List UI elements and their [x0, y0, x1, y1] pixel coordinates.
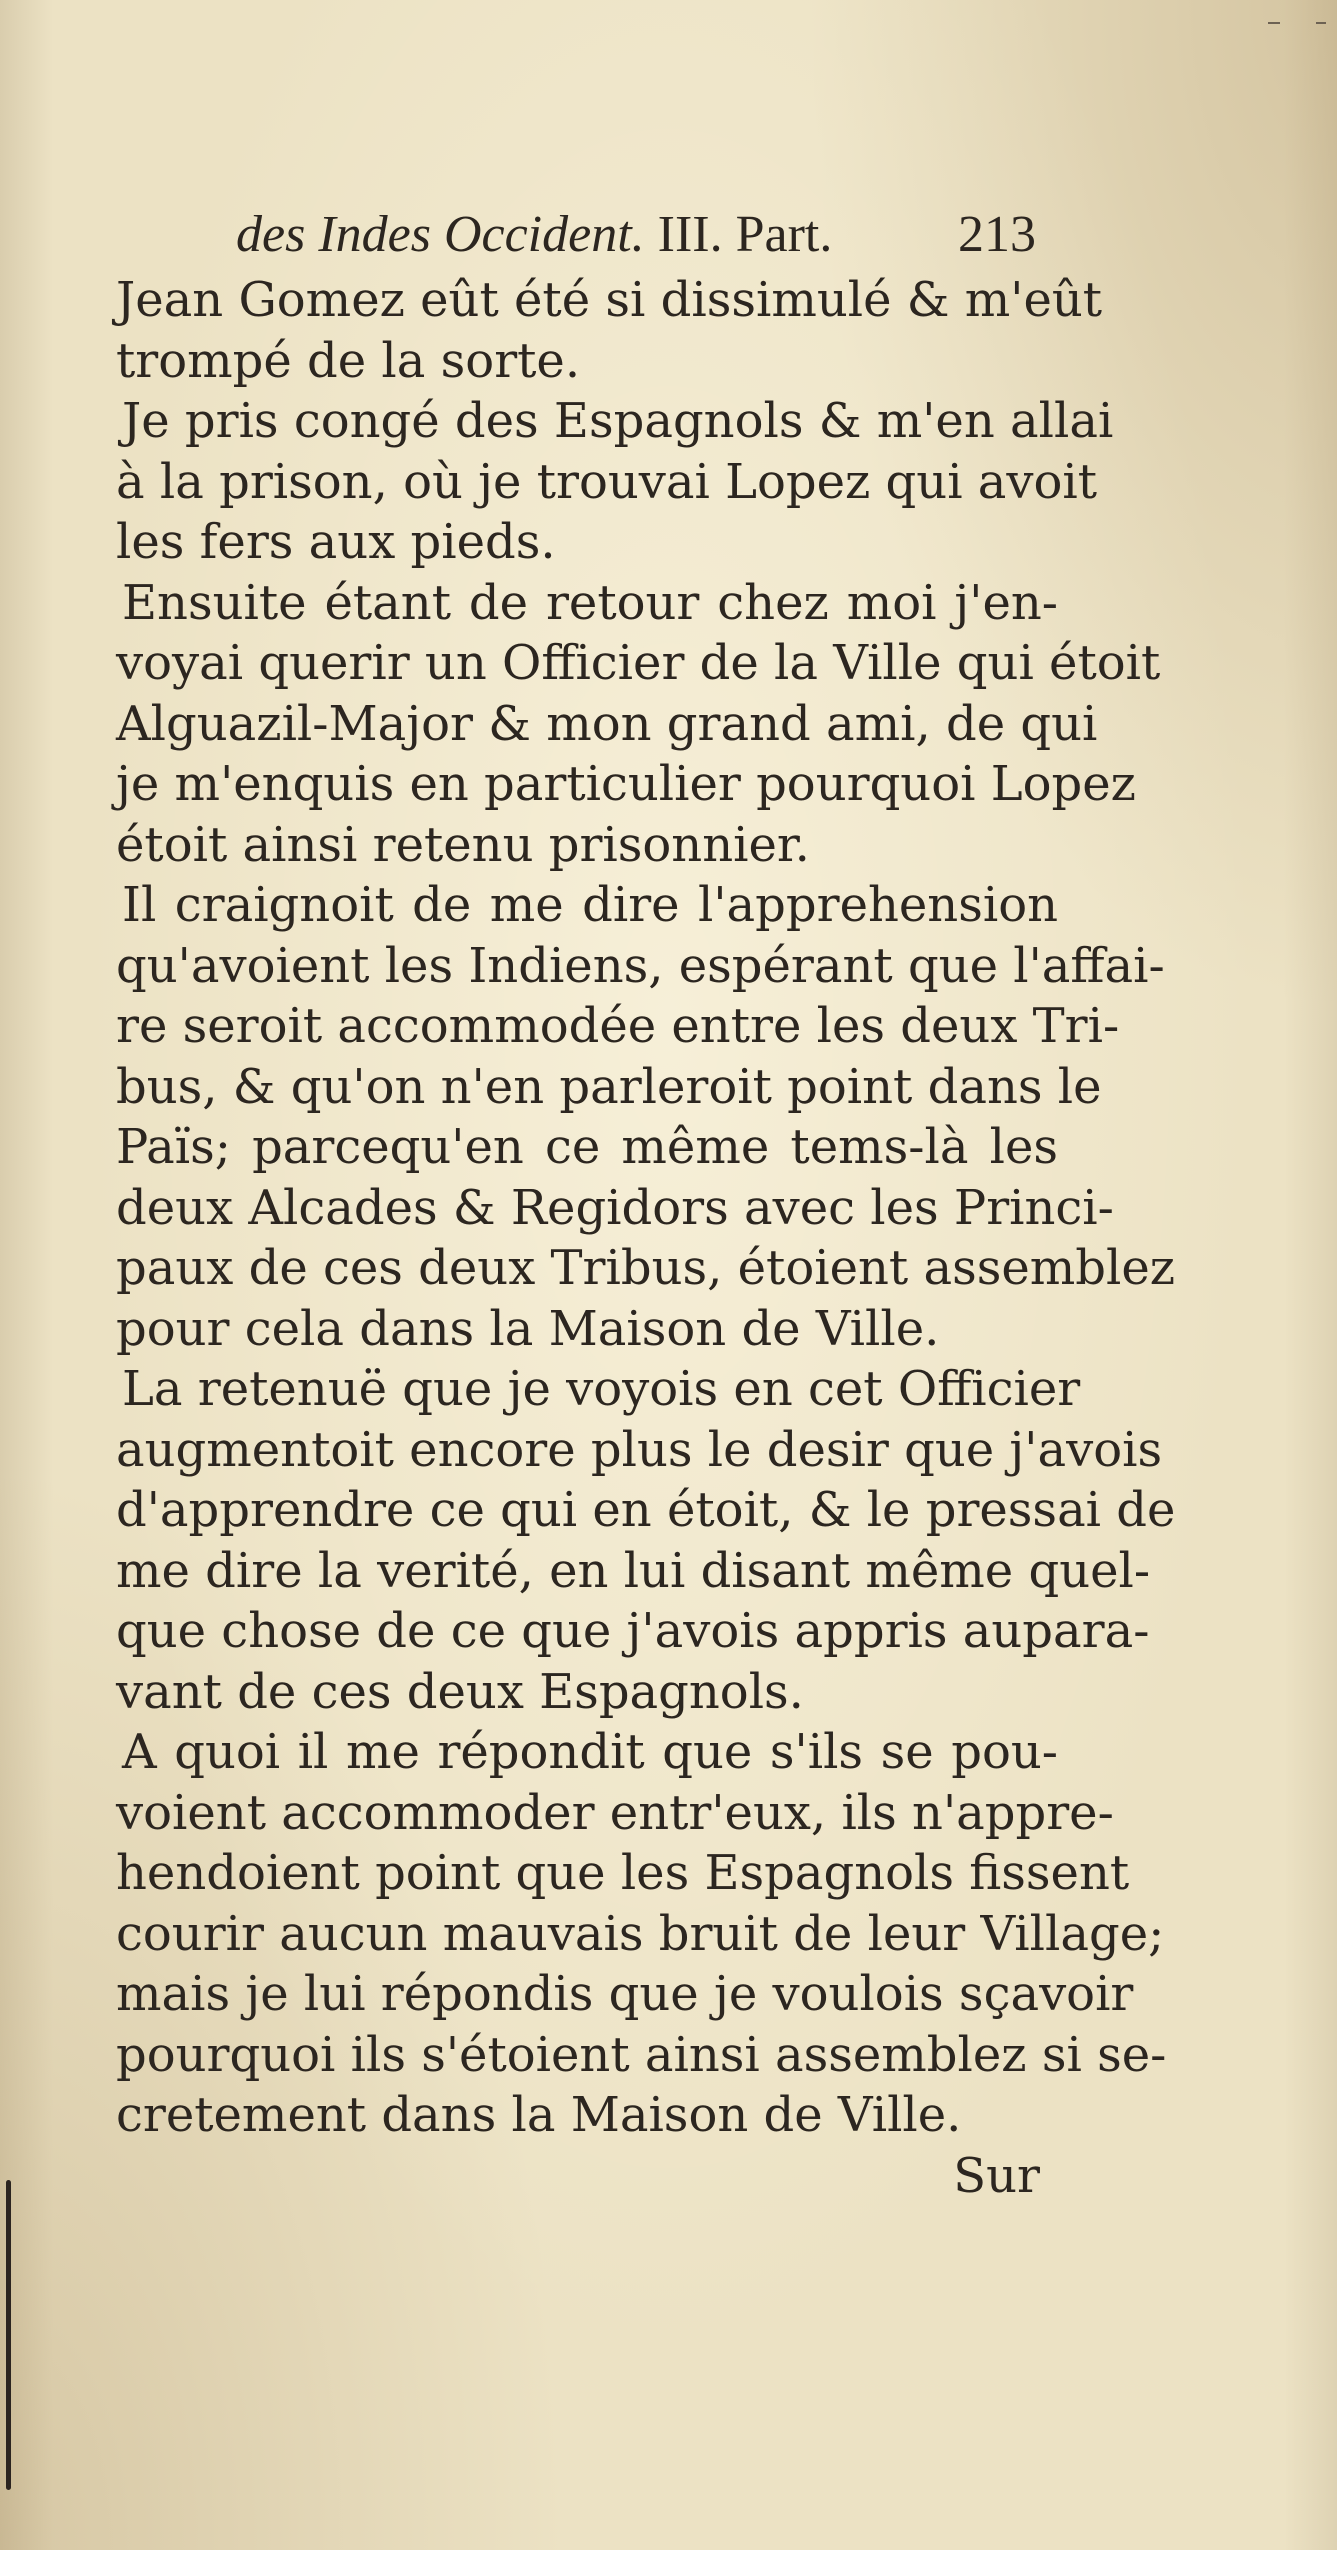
corner-mark: [1268, 22, 1280, 24]
page-text: [116, 200, 1176, 2206]
running-head: [116, 200, 1058, 270]
text-line: je m'enquis en particulier pourquoi Lopez: [116, 756, 1136, 812]
corner-mark: [1316, 22, 1326, 24]
text-line: paux de ces deux Tribus, étoient assemblez: [116, 1240, 1176, 1296]
text-line: re seroit accommodée entre les deux Tri-: [116, 998, 1120, 1054]
text-line: pour cela dans la Maison de Ville.: [116, 1300, 940, 1357]
page-number: 213: [958, 206, 1036, 263]
paragraph-start-line: A quoi il me répondit que s'ils se pou-: [122, 1724, 1058, 1780]
text-line: qu'avoient les Indiens, espérant que l'affai-: [116, 937, 1165, 994]
text-line: mais je lui répondis que je voulois sçavoir: [116, 1966, 1134, 2022]
text-line: augmentoit encore plus le desir que j'avois: [116, 1421, 1163, 1478]
text-line: hendoient point que les Espagnols fissent: [116, 1845, 1130, 1901]
text-line: Païs; parcequ'en ce même tems-là les: [116, 1119, 1058, 1175]
text-line: deux Alcades & Regidors avec les Princi-: [116, 1179, 1114, 1236]
paragraph-start-line: Il craignoit de me dire l'apprehension: [122, 877, 1058, 933]
text-line: Alguazil-Major & mon grand ami, de qui: [116, 695, 1098, 752]
text-line: les fers aux pieds.: [116, 514, 556, 570]
text-line: voient accommoder entr'eux, ils n'appre-: [116, 1784, 1114, 1841]
text-line: cretement dans la Maison de Ville.: [116, 2087, 962, 2143]
page-edge-shadow: [6, 2180, 11, 2490]
running-head-part: III. Part.: [657, 206, 833, 263]
text-line: vant de ces deux Espagnols.: [116, 1663, 804, 1720]
text-line: trompé de la sorte.: [116, 332, 581, 389]
running-head-title: des Indes Occident.: [236, 206, 645, 263]
text-line: que chose de ce que j'avois appris aupara-: [116, 1603, 1150, 1659]
catchword: Sur: [953, 2147, 1040, 2204]
text-line: étoit ainsi retenu prisonnier.: [116, 816, 810, 873]
text-line: pourquoi ils s'étoient ainsi assemblez si se-: [116, 2026, 1167, 2083]
text-line: d'apprendre ce qui en étoit, & le pressai de: [116, 1482, 1176, 1538]
paragraph-start-line: La retenuë que je voyois en cet Officier: [122, 1361, 1081, 1417]
paragraph-start-line: Je pris congé des Espagnols & m'en allai: [122, 393, 1114, 449]
text-line: à la prison, où je trouvai Lopez qui avoit: [116, 453, 1098, 510]
paragraph-start-line: Ensuite étant de retour chez moi j'en-: [122, 574, 1058, 631]
text-line: voyai querir un Officier de la Ville qui étoit: [116, 635, 1161, 691]
text-line: courir aucun mauvais bruit de leur Village;: [116, 1905, 1165, 1962]
text-line: bus, & qu'on n'en parleroit point dans le: [116, 1058, 1102, 1115]
text-line: me dire la verité, en lui disant même quel-: [116, 1542, 1151, 1599]
text-line: Jean Gomez eût été si dissimulé & m'eût: [116, 272, 1103, 328]
